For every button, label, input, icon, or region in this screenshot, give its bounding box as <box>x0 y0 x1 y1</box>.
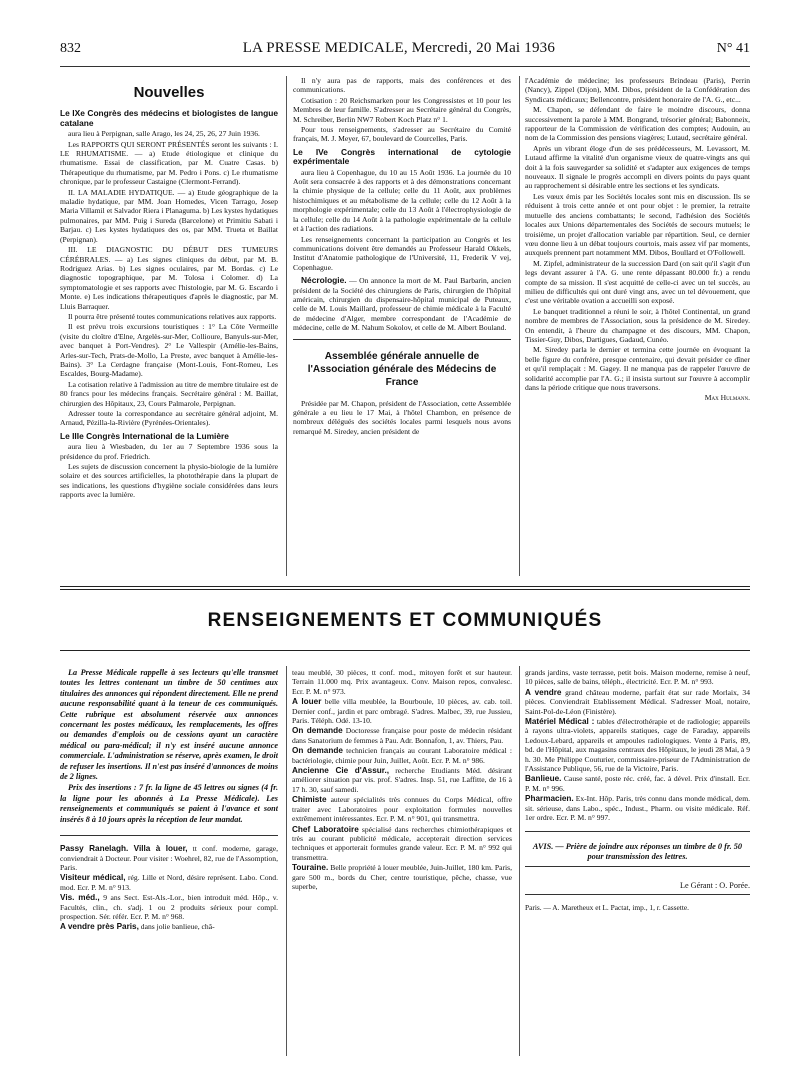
newspaper-page <box>60 40 750 1060</box>
classified-list <box>60 844 278 932</box>
classified-ad <box>60 844 278 872</box>
article-paragraph: Les vœux émis par les Sociétés locales sont mis en discussion. Ils se réduisent à trois cette année et ont pour objet : le premier, la retraite mutuelle des anciens combattants; le second, l'adhésion des Sociétés locales aux Unions départementales des Sociétés de secours mutuels; le troisième, un projet d'allocation variable par répartition. Seul, ce dernier vœu donne lieu à un débat toujours courtois, mais assez vif par moments, auxquels prennent part notamment MM. Dibos, Boullard et O'Followell. <box>525 191 750 258</box>
classified-ad-text: teau meublé, 30 pièces, tt conf. mod., mitoyen forêt et sur hauteur. Terrain 11.000 mq. Prix avantageux. Conv. Maison repos, convalesc. Ecr. P. M. n° 973. <box>292 668 512 696</box>
classified-ad-text: grands jardins, vaste terrasse, petit bois. Maison moderne, remise à neuf, 10 pièces, salle de bains, téléph., électricité. Ecr. P. M. n° 993. <box>525 668 750 687</box>
title-underline <box>60 650 750 651</box>
article-paragraph: M. Zipfel, administrateur de la succession Dard (on sait qu'il s'agit d'un legs devant assurer à l'A. G. une rente dépassant 80.000 fr.) a rendu compte de sa mission. Il s'est acquitté de celle-ci avec un tel succès, au milieu de difficultés qui ont duré vingt ans, avec un tel dévouement, que c'est une véritable ovation a accueilli son exposé. <box>525 258 750 306</box>
classified-ad-keyword: Ancienne Cie d'Assur., <box>292 766 390 776</box>
notice-paragraph: La Presse Médicale rappelle à ses lecteurs qu'elle transmet toutes les lettres contenant un timbre de 50 centimes aux titulaires des annonces qui répondent directement. Elle ne prend aucune responsabilité quant à la teneur de ces communiqués. Cette rubrique est absolument réservée aux annonces concernant les postes médicaux, les remplacements, les offres ou demandes d'emplois ou de cessions ayant un caractère médical ou para-médical; il n'y est inséré aucune annonce commerciale. L'administration se réserve, après examen, le droit de refuser les insertions. Il n'est pas inséré d'annonces de moins de 2 lignes. <box>60 668 278 782</box>
necrologie-heading: Nécrologie. <box>301 275 347 286</box>
article-paragraph: aura lieu à Perpignan, salle Arago, les 24, 25, 26, 27 Juin 1936. <box>68 129 260 139</box>
article-paragraph: aura lieu à Wiesbaden, du 1er au 7 Septembre 1936 sous la présidence du prof. Friedrich. <box>60 442 278 461</box>
classified-ad-text: 9 ans Sect. Est-Als.-Lor., bien introduit méd. Hôp., v. Facultés, clin., ch. s'adj. 1 ou 2 produits sérieux pour compl. prospection. Sér. référ. Ecr. P. M. n° 968. <box>60 893 278 921</box>
classified-ad <box>60 922 278 931</box>
congress-lumiere-heading: Le IIIe Congrès International de la Lumière <box>60 430 229 441</box>
classified-ad <box>292 726 512 745</box>
classified-ad-keyword: Vis. méd., <box>60 893 100 903</box>
article-paragraph: Après un vibrant éloge d'un de ses prédécesseurs, M. Levassort, M. Lutaud affirme la vitalité d'un organisme vieux de quatre-vingts ans qui doit à la fois sauvegarder sa solidité et s'adapter aux exigences de temps nouveaux. Il signale le progrès accompli en divers points du pays quant au rapprochement si désirable entre les sections et les syndicats. <box>525 143 750 191</box>
column-divider <box>286 666 287 1056</box>
classified-ad-keyword: On demande <box>292 746 343 756</box>
classified-ad <box>525 794 750 822</box>
classified-ad-keyword: Banlieue. <box>525 774 562 784</box>
classified-ad-text: tables d'électrothérapie et de radiologie; appareils à rayons ultra-violets, appareils statiques, cage de Faraday, appareils Ledoux-Lebard, appareils et ampoules radiologiques. Vente à Paris, 89, bd. de l'Hôpital, aux magasins centraux des Hôpitaux, le jeudi 28 Mai, à 9 h. 30. Me Philippe Couturier, commissaire-priseur de l'Administration de l'Assistance Publique, 56, rue de la Victoire, Paris. <box>525 717 750 774</box>
classified-ad <box>292 825 512 863</box>
article-paragraph: III. LE DIAGNOSTIC DU DÉBUT DES TUMEURS CÉRÉBRALES. — a) Les signes cliniques du début, par M. B. Rodriguez Arias. b) Les signes oculaires, par M. Bordas. c) Le diagnostic topographique, par M. Tolosa i Colomer. d) La symptomatologie et ses rapports avec l'histologie, par M. G. Escardo i Monte. e) Les indications thérapeutiques d'après le diagnostic, par M. Lluis Barraquer. <box>60 245 278 311</box>
section-rule <box>60 586 750 587</box>
avis-notice: AVIS. — Prière de joindre aux réponses un timbre de 0 fr. 50 pour transmission des lettres. <box>532 841 743 861</box>
classified-list <box>292 668 512 891</box>
classified-ad-text: belle villa meublée, la Bourboule, 10 pièces, av. cab. toil. Dernier conf., jardin et parc ombragé. S'adres. Malbec, 39, rue Jussieu, Paris. Téléph. Odé. 13-10. <box>292 697 512 726</box>
classified-ad <box>525 688 750 716</box>
classified-ad-text: grand château moderne, parfait état sur rade Morlaix, 34 pièces. Conviendrait Etablissement Médical. S'adresser Moal, notaire, Saint-Pol-de-Léon (Finistère). <box>525 687 750 716</box>
necrologie-text: — On annonce la mort de M. Paul Barbarin, ancien président de la Société des chirurgiens de Paris, chirurgien de l'hôpital américain, chirurgien du dispensaire-hôpital municipal de Puteaux, celle de M. Louis Maillard, professeur de chimie médicale à la Faculté de médecine d'Alger, membre correspondant de l'Académie de médecine, celle de M. Nahum Sokolov, et celle de M. Albert Bouland. <box>293 276 511 333</box>
classified-ad-keyword: Pharmacien. <box>525 794 574 804</box>
classified-ad <box>525 774 750 793</box>
renseignements-column-3 <box>525 668 750 1068</box>
classified-ad-text: Belle propriété à louer meublée, Juin-Juillet, 180 km. Paris, gare 500 m., bords du Cher, centre touristique, pêche, chasse, vue superbe, <box>292 863 512 891</box>
article-paragraph: Il n'y aura pas de rapports, mais des conférences et des communications. <box>293 76 511 95</box>
article-signature: Max Hulmann. <box>704 393 750 403</box>
congress-cytologie-heading: Le IVe Congrès international de cytologie expérimentale <box>293 146 511 167</box>
classified-ad <box>292 766 512 794</box>
renseignements-column-1 <box>60 668 278 1068</box>
page-header <box>60 40 750 62</box>
classified-ad-keyword: Chimiste <box>292 795 327 805</box>
nouvelles-column-2 <box>293 76 511 576</box>
nouvelles-column-3 <box>525 76 750 576</box>
section-title-renseignements: RENSEIGNEMENTS ET COMMUNIQUÉS <box>207 610 603 631</box>
classified-ad-keyword: A vendre <box>525 687 562 697</box>
article-paragraph: II. LA MALADIE HYDATIQUE. — a) Etude géographique de la maladie hydatique, par MM. Joan Homedes, Vicen Tarrago, Josep Maria Villamil et Salvador Riera i Planaguma. b) Les kystes hydatiques pulmonaires, par MM. Puig i Sureda (Barcelone) et Primitiu Sabati i Barjau. c) Les kystes hydatiques des os, par MM. Trueta et Baillat (Perpignan). <box>60 187 278 244</box>
classified-ad <box>525 668 750 687</box>
article-paragraph: La cotisation relative à l'admission au titre de membre titulaire est de 80 francs pour les médecins français. Secrétaire général : M. Baillat, chirurgien des Hôpitaux, 23, Cours Palmarole, Perpignan. <box>60 379 278 408</box>
article-paragraph: Il est prévu trois excursions touristiques : 1° La Côte Vermeille (visite du cloître d'Elne, Argelès-sur-Mer, Collioure, Banyuls-sur-Mer, avec banquet à Port-Vendres). 2° Le Vallespir (Amélie-les-Bains, Arles-sur-Tech, Prats-de-Mollo, La Preste, avec banquet à Amélie-les-Bains). 3° La Cerdagne française (Mont-Louis, Font-Romeu, Les Escaldes, Bourg-Madame). <box>60 322 278 379</box>
classified-ad-text: Ex-Int. Hôp. Paris, très connu dans monde médical, dem. sit. sérieuse, dans Labo., spéc., Indust., Pharm. ou visite médicale. Réf. 1er ordre. Ecr. P. M. n° 997. <box>525 794 750 823</box>
classified-ad-text: tt conf. moderne, garage, conviendrait à Docteur. Pour visiter : Woehrel, 82, rue de l'Assomption, Paris. <box>60 844 278 872</box>
classified-ad <box>292 746 512 765</box>
printer-line: Paris. — A. Maretheux et L. Pactat, imp., 1, r. Cassette. <box>525 903 690 913</box>
classified-ad-text: Doctoresse française pour poste de médecin résidant dans Sanatorium de femmes à Pau. Adr. Bonnafon, 1, av. Thiers, Pau. <box>292 726 512 745</box>
classified-ad-text: spécialisé dans recherches chimiothérapiques et très au courant publicité médicale, accepterait direction services techniques et apporterait formules grande valeur. Ecr. P. M. n° 992 qui transmettra. <box>292 824 512 862</box>
assemblee-top-rule <box>293 339 511 340</box>
classified-ad-text: dans jolie banlieue, châ- <box>140 922 215 932</box>
article-paragraph: Cotisation : 20 Reichsmarken pour les Congressistes et 10 pour les Membres de leur famille. S'adresser au Secrétaire général du Congrès, M. Schreiber, Berlin NW7 Robert Koch Platz n° 1. <box>293 95 511 124</box>
journal-title: LA PRESSE MEDICALE, Mercredi, 20 Mai 1936 <box>242 40 556 56</box>
avis-bottom-rule <box>525 866 750 867</box>
gerant-rule <box>525 894 750 895</box>
renseignements-column-2 <box>292 668 512 1068</box>
header-rule <box>60 66 750 67</box>
classified-ad-text: technicien français au courant Laboratoire médical : bactériologie, chimie pour Juin, Juillet, Août. Ecr. P. M. n° 986. <box>292 746 512 765</box>
classified-ad-text: rég. Lille et Nord, désire représent. Labo. Cond. mod. Ecr. P. M. n° 913. <box>60 873 278 892</box>
assemblee-title: Assemblée générale annuelle de l'Association générale des Médecins de France <box>307 350 497 388</box>
classified-ad <box>292 697 512 725</box>
article-paragraph: Adresser toute la correspondance au secrétaire général adjoint, M. Arnaud, Pézilla-la-Rivière (Pyrénées-Orientales). <box>60 409 278 428</box>
nouvelles-column-1 <box>60 76 278 576</box>
article-paragraph: Pour tous renseignements, s'adresser au Secrétaire du Comité français, M. J. Meyer, 67, boulevard de Courcelles, Paris. <box>293 125 511 144</box>
gerant-line: Le Gérant : O. Porée. <box>679 880 750 890</box>
notice-rule <box>60 835 278 836</box>
classified-ad-keyword: A louer <box>292 697 322 707</box>
page-number: 832 <box>60 41 81 56</box>
classified-ad-keyword: Chef Laboratoire <box>292 824 359 834</box>
article-paragraph: Il pourra être présenté toutes communications relatives aux rapports. <box>68 311 277 321</box>
classified-ad-text: Cause santé, poste réc. créé, fac. à dével. Prix d'install. Ecr. P. M. n° 996. <box>525 774 750 793</box>
classified-ad <box>292 668 512 696</box>
classified-ad <box>292 795 512 823</box>
article-paragraph: Le banquet traditionnel a réuni le soir, à l'hôtel Continental, un grand nombre de membres de l'Association, sous la présidence de M. Siredey. On entendit, à l'heure du champagne et des discours, MM. Chapon, Tissier-Guy, Dibos, Dartigues, Gadaud, Cunéo. <box>525 306 750 344</box>
classified-ad-keyword: Touraine. <box>292 863 329 873</box>
column-divider <box>286 76 287 576</box>
classified-ad-text: auteur spécialités très connues du Corps Médical, offre traiter avec Laboratoires pour exploitation formules nouvelles extrêmement intéressantes. Ecr. P. M. n° 901, qui transmettra. <box>292 795 512 824</box>
section-rule-thin <box>60 589 750 590</box>
prix-paragraph: Prix des insertions : 7 fr. la ligne de 45 lettres ou signes (4 fr. la ligne pour les abonnés à La Presse Médicale). Les renseignements et communiqués se paient à l'avance et sont insérés 8 à 10 jours après la réception de leur mandat. <box>60 783 278 824</box>
classified-ad-keyword: A vendre près Paris, <box>60 922 139 932</box>
assemblee-intro: Présidée par M. Chapon, président de l'Association, cette Assemblée générale a eu lieu le 17 Mai, à l'hôtel Chambon, en présence de nombreux délégués des sociétés locales parmi lesquels nous avons remarqué M. Siredey, ancien président de <box>293 398 511 436</box>
article-paragraph: M. Siredey parla le dernier et termina cette journée en évoquant la belle figure du confrère, presque centenaire, qui devait présider ce dîner et qu'il remplaçait : M. Gagey. Il ne manqua pas de rappeler l'œuvre de solidarité accomplie par l'A. G.; il insista surtout sur l'œuvre à accomplir dans la période critique que nous traversons. <box>525 345 750 392</box>
article-paragraph: Les sujets de discussion concernent la physio-biologie de la lumière solaire et des sources artificielles, la photothérapie dans la plupart de ses indications, les questions d'hygiène sociale considérées dans leurs rapports avec la lumière. <box>60 462 278 500</box>
classified-ad-keyword: Passy Ranelagh. Villa à louer, <box>60 844 188 854</box>
classified-ad <box>525 717 750 773</box>
congress-catalan-heading: Le IXe Congrès des médecins et biologistes de langue catalane <box>60 108 278 128</box>
avis-top-rule <box>525 831 750 832</box>
article-paragraph: Les RAPPORTS QUI SERONT PRÉSENTÉS seront les suivants : I. LE RHUMATISME. — a) Etude étiologique et clinique du rhumatisme. Essai de classification, par M. Cuatre Casas. b) Thérapeutique du rhumatisme, par M. Pedro i Pons. c) Le rhumatisme chronique, par le professeur Castaigne (Clermont-Ferrand). <box>60 139 278 187</box>
classified-ad-keyword: On demande <box>292 726 343 736</box>
classified-ad <box>60 873 278 892</box>
article-paragraph: Les renseignements concernant la participation au Congrès et les communications doivent être demandés au Professeur Harald Okkels, Institut d'Anatomie pathologique de l'Université, 11, Frederik V vej, Copenhague. <box>293 234 511 272</box>
article-paragraph: l'Académie de médecine; les professeurs Brindeau (Paris), Perrin (Nancy), Zippel (Dijon), MM. Dibos, président de la Confédération des Syndicats médicaux; Bellencontre, président honoraire de l'A. G., etc... <box>525 76 750 104</box>
classified-ad-keyword: Matériel Médical : <box>525 717 595 727</box>
section-title-nouvelles: Nouvelles <box>133 84 205 101</box>
classified-ad <box>60 893 278 921</box>
classified-list <box>525 668 750 823</box>
column-divider <box>519 666 520 1056</box>
classified-ad <box>292 863 512 891</box>
issue-number: N° 41 <box>716 41 750 56</box>
column-divider <box>519 76 520 576</box>
classified-ad-text: recherche Etudiants Méd. désirant améliorer situation par vis. prof. S'adres. Insp. 51, rue Laffitte, de 16 à 17 h. 30, sauf samedi. <box>292 766 512 794</box>
article-paragraph: M. Chapon, se défendant de faire le moindre discours, donna successivement la parole à MM. Bongrand, trésorier général; Babonneix, rapporteur de la Commission de vérification des comptes; Audouin, au nom de la Commission des pensions viagères; Lutaud, secrétaire général. <box>525 105 750 143</box>
classified-ad-keyword: Visiteur médical, <box>60 873 126 883</box>
article-paragraph: aura lieu à Copenhague, du 10 au 15 Août 1936. La journée du 10 Août sera consacrée à des rapports et à des démonstrations concernant la chimie physique de la cellule; celle du 11 Août, aux problèmes histochimiques et au métabolisme de la cellule; celle du 12 Août à la morphologie expérimentale; celle du 13 Août à l'électrophysiologie de la cellule; celle du 14 Août à la pathologie expérimentale de la cellule et à l'action des radiations. <box>293 167 511 234</box>
